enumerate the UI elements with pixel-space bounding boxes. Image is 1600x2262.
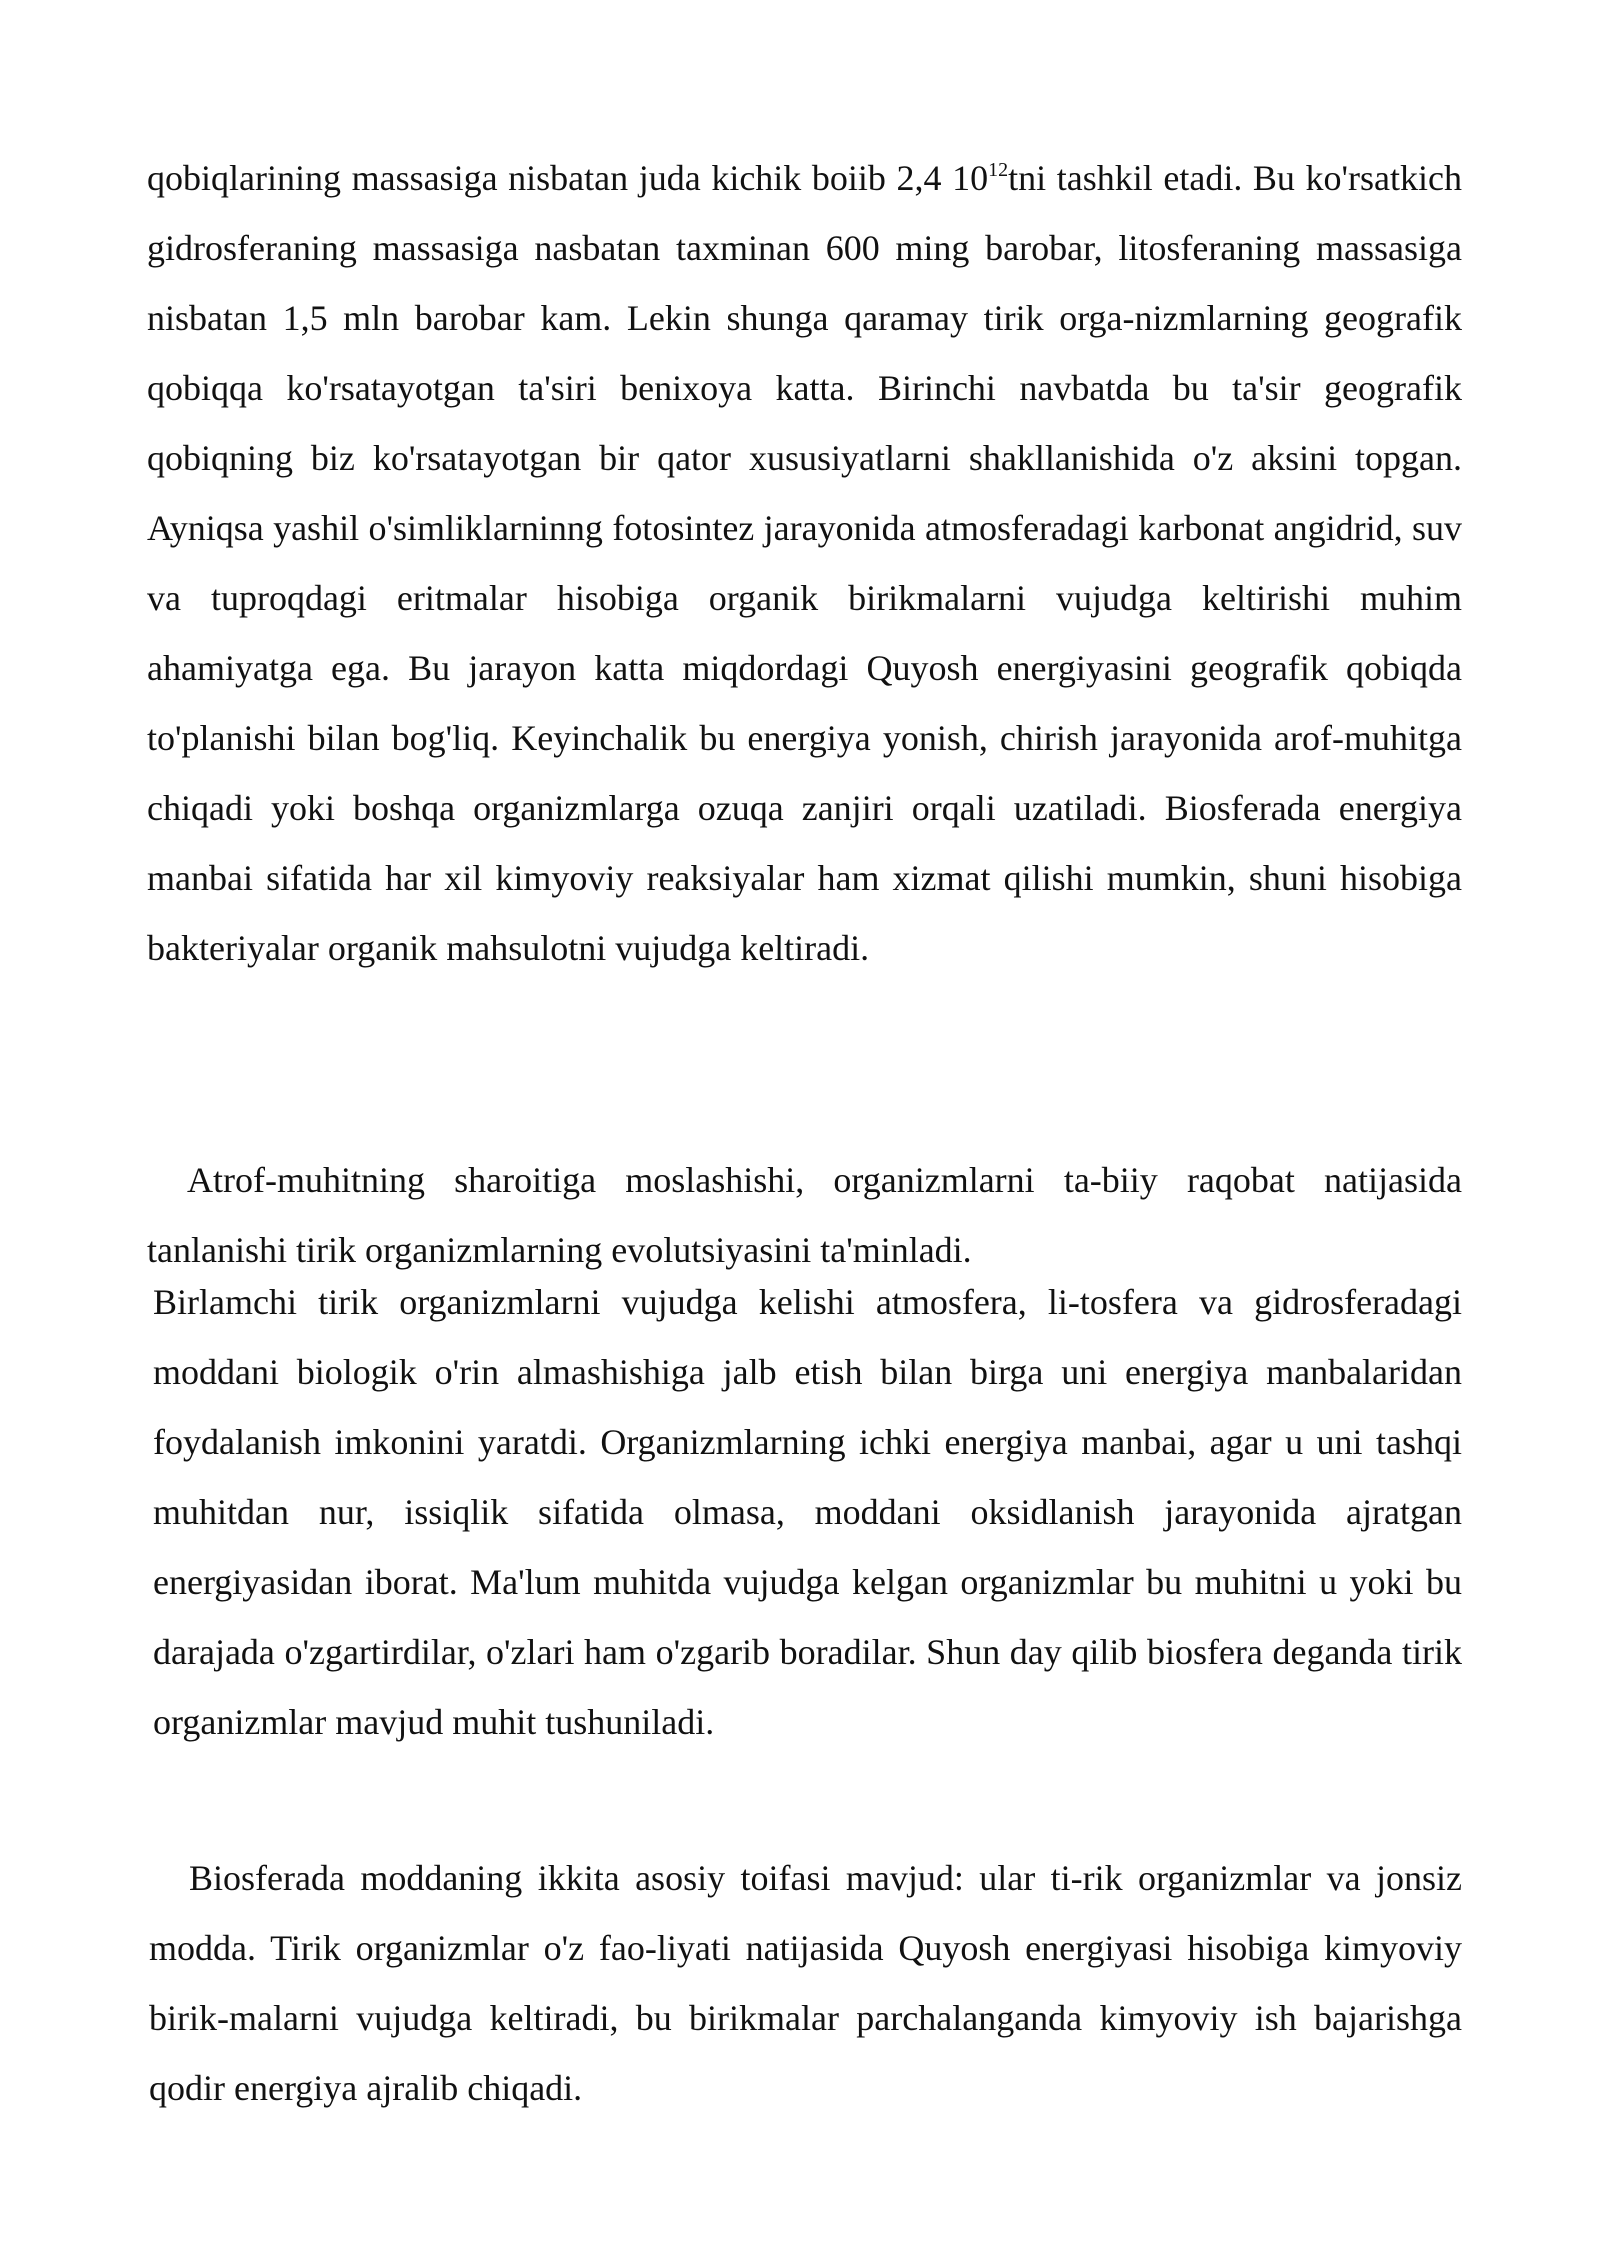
paragraph-primary-organisms: Birlamchi tirik organizmlarni vujudga kelishi atmosfera, li-tosfera va gidrosferadagi moddani biologik o'rin almashishiga jalb etish bilan birga uni energiya manbalaridan foydalanish imkonini yaratdi. Organizmlarning ichki energiya manbai, agar u uni tashqi muhitdan nur, issiqlik sifatida olmasa, moddani oksidlanish jarayonida ajratgan energiyasidan iborat. Ma'lum muhitda vujudga kelgan organizmlar bu muhitni u yoki bu darajada o'zgartirdilar, o'zlari ham o'zgarib boradilar. Shun day qilib biosfera deganda tirik organizmlar mavjud muhit tushuniladi. [153, 1282, 1462, 1742]
paragraph-text-part: qobiqlarining massasiga nisbatan juda kichik boiib 2,4 10 [147, 158, 989, 198]
superscript-exponent: 12 [988, 159, 1009, 181]
paragraph-biosphere-mass [147, 143, 1462, 983]
paragraph-text-part: tni tashkil etadi. Bu ko'rsatkich gidrosferaning massasiga nasbatan taxminan 600 ming barobar, litosferaning massasiga nisbatan 1,5 mln barobar kam. Lekin shunga qaramay tirik orga-nizmlarning geografik qobiqqa ko'rsatayotgan ta'siri benixoya katta. Birinchi navbatda bu ta'sir geografik qobiqning biz ko'rsatayotgan bir qator xususiyatlarni shakllanishida o'z aksini topgan. Ayniqsa yashil o'simliklarninng fotosintez jarayonida atmosferadagi karbonat angidrid, suv va tuproqdagi eritmalar hisobiga organik birikmalarni vujudga keltirishi muhim ahamiyatga ega. Bu jarayon katta miqdordagi Quyosh energiyasini geografik qobiqda to'planishi bilan bog'liq. Keyinchalik bu energiya yonish, chirish jarayonida arof-muhitga chiqadi yoki boshqa organizmlarga ozuqa zanjiri orqali uzatiladi. Biosferada energiya manbai sifatida har xil kimyoviy reaksiyalar ham xizmat qilishi mumkin, shuni hisobiga bakteriyalar organik mahsulotni vujudga keltiradi. [147, 158, 1462, 968]
paragraph-matter-categories: Biosferada moddaning ikkita asosiy toifasi mavjud: ular ti-rik organizmlar va jonsiz modda. Tirik organizmlar o'z fao-liyati natijasida Quyosh energiyasi hisobiga kimyoviy birik-malarni vujudga keltiradi, bu birikmalar parchalanganda kimyoviy ish bajarishga qodir energiya ajralib chiqadi. [149, 1858, 1462, 2108]
paragraph-adaptation: Atrof-muhitning sharoitiga moslashishi, organizmlarni ta-biiy raqobat natijasida tanlanishi tirik organizmlarning evolutsiyasini ta'minladi. [147, 1160, 1462, 1270]
